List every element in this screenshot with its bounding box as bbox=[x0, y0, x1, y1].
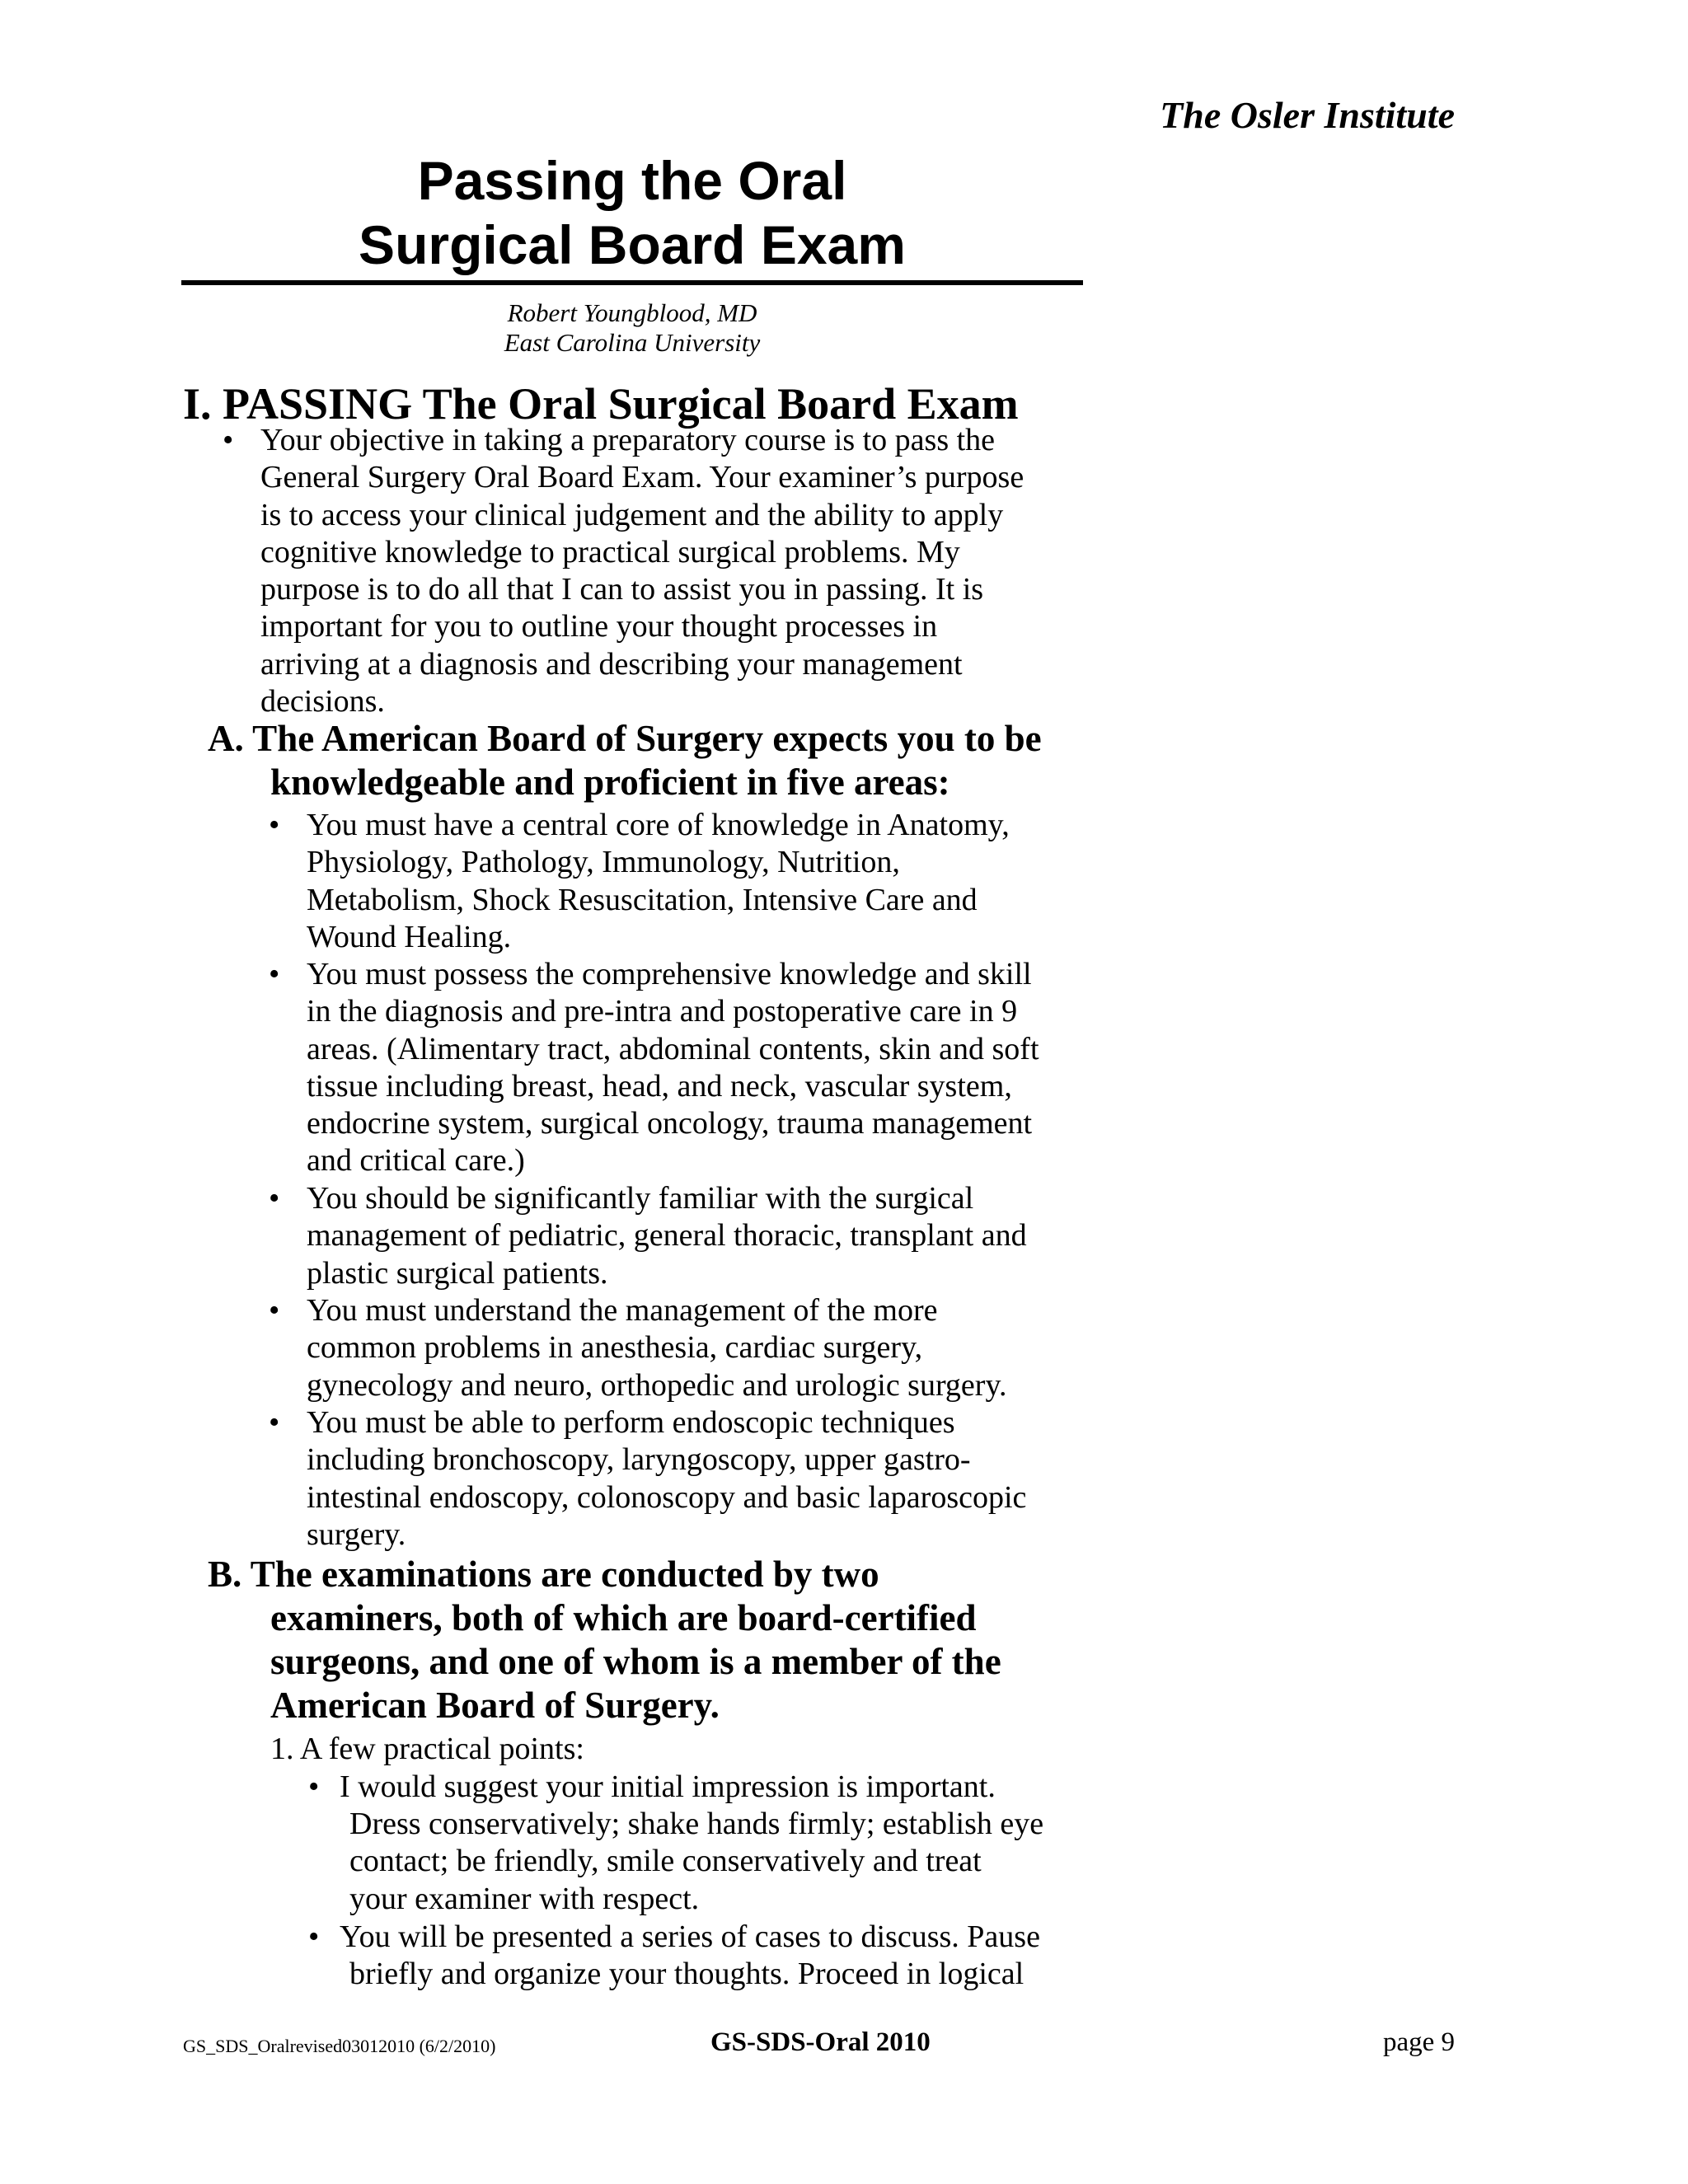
section-heading-A-line-2: knowledgeable and proficient in five areas: bbox=[270, 762, 950, 803]
section-heading-B-line-2: examiners, both of which are board-certified bbox=[270, 1597, 977, 1638]
list-item-line: Physiology, Pathology, Immunology, Nutrition, bbox=[307, 845, 900, 880]
author-name: Robert Youngblood, MD bbox=[507, 298, 757, 327]
list-item bbox=[349, 1806, 1043, 1918]
bullet-glyph: • bbox=[269, 808, 280, 842]
paragraph-line: decisions. bbox=[260, 684, 385, 719]
section-heading-I: I. PASSING The Oral Surgical Board Exam bbox=[183, 379, 1019, 429]
section-heading-A-line-1: A. The American Board of Surgery expects you to be bbox=[208, 718, 1042, 759]
numbered-item: 1. A few practical points: bbox=[270, 1732, 584, 1766]
footer-document-id: GS_SDS_Oralrevised03012010 (6/2/2010) bbox=[183, 2036, 496, 2056]
list-item bbox=[307, 1404, 1026, 1554]
author-affiliation: East Carolina University bbox=[504, 328, 761, 357]
paragraph-line: arriving at a diagnosis and describing your management bbox=[260, 646, 963, 682]
section-heading-B-line-3: surgeons, and one of whom is a member of the bbox=[270, 1641, 1001, 1682]
bullet-glyph: • bbox=[223, 423, 234, 457]
list-item-line: Wound Healing. bbox=[307, 919, 512, 954]
list-item-line: You will be presented a series of cases to discuss. Pause bbox=[340, 1919, 1040, 1954]
list-item-line: I would suggest your initial impression is important. bbox=[340, 1769, 996, 1804]
page-title-line-2: Surgical Board Exam bbox=[359, 214, 906, 275]
institute-name: The Osler Institute bbox=[1160, 94, 1455, 136]
paragraph-line: important for you to outline your thought processes in bbox=[260, 609, 938, 644]
list-item bbox=[307, 807, 1010, 956]
list-item-line: common problems in anesthesia, cardiac surgery, bbox=[307, 1330, 923, 1366]
paragraph-line: cognitive knowledge to practical surgical problems. My bbox=[260, 534, 960, 569]
list-item-line: areas. (Alimentary tract, abdominal contents, skin and soft bbox=[307, 1031, 1039, 1066]
section-heading-B-line-4: American Board of Surgery. bbox=[270, 1685, 720, 1726]
list-item-line: You must understand the management of the more bbox=[307, 1293, 938, 1328]
bullet-glyph: • bbox=[269, 1293, 280, 1328]
list-item bbox=[307, 1180, 1027, 1292]
page-number: page 9 bbox=[1382, 2027, 1455, 2057]
list-item-line: management of pediatric, general thoracic, transplant and bbox=[307, 1218, 1027, 1254]
list-item-line: including bronchoscopy, laryngoscopy, upper gastro- bbox=[307, 1442, 971, 1478]
list-item-line: your examiner with respect. bbox=[349, 1881, 700, 1916]
page-title-line-1: Passing the Oral bbox=[417, 150, 847, 211]
list-item-line: briefly and organize your thoughts. Proceed in logical bbox=[349, 1957, 1025, 1991]
list-item-line: You must have a central core of knowledge in Anatomy, bbox=[307, 808, 1010, 842]
list-item-line: plastic surgical patients. bbox=[307, 1255, 608, 1291]
paragraph-line: Your objective in taking a preparatory course is to pass the bbox=[260, 423, 996, 457]
bullet-glyph: • bbox=[308, 1919, 320, 1954]
list-item-line: in the diagnosis and pre-intra and postoperative care in 9 bbox=[307, 994, 1018, 1029]
list-item bbox=[307, 956, 1039, 1180]
list-item-line: You must be able to perform endoscopic techniques bbox=[307, 1405, 955, 1440]
section-I-paragraph bbox=[260, 422, 1024, 720]
paragraph-line: is to access your clinical judgement and the ability to apply bbox=[260, 497, 1004, 532]
list-item-line: and critical care.) bbox=[307, 1143, 525, 1179]
list-item bbox=[307, 1292, 1007, 1404]
paragraph-line: purpose is to do all that I can to assist you in passing. It is bbox=[260, 572, 984, 607]
list-item-line: You should be significantly familiar with the surgical bbox=[307, 1181, 974, 1216]
section-heading-B-line-1: B. The examinations are conducted by two bbox=[208, 1554, 879, 1595]
footer-title: GS-SDS-Oral 2010 bbox=[710, 2027, 931, 2057]
list-item-line: contact; be friendly, smile conservatively and treat bbox=[349, 1844, 982, 1879]
bullet-glyph: • bbox=[269, 1181, 280, 1216]
list-item-line: endocrine system, surgical oncology, trauma management bbox=[307, 1106, 1033, 1141]
list-item-line: Dress conservatively; shake hands firmly; establish eye bbox=[349, 1807, 1044, 1841]
bullet-glyph: • bbox=[308, 1769, 320, 1804]
bullet-glyph: • bbox=[269, 1405, 280, 1440]
list-item-line: surgery. bbox=[307, 1516, 406, 1552]
list-item-line: gynecology and neuro, orthopedic and urologic surgery. bbox=[307, 1367, 1007, 1403]
list-item-line: Metabolism, Shock Resuscitation, Intensive Care and bbox=[307, 882, 978, 917]
list-item-line: You must possess the comprehensive knowledge and skill bbox=[307, 957, 1032, 991]
bullet-glyph: • bbox=[269, 957, 280, 991]
paragraph-line: General Surgery Oral Board Exam. Your examiner’s purpose bbox=[260, 460, 1025, 495]
list-item-line: tissue including breast, head, and neck, vascular system, bbox=[307, 1068, 1012, 1104]
title-divider bbox=[181, 280, 1083, 285]
list-item-line: intestinal endoscopy, colonoscopy and basic laparoscopic bbox=[307, 1479, 1027, 1515]
